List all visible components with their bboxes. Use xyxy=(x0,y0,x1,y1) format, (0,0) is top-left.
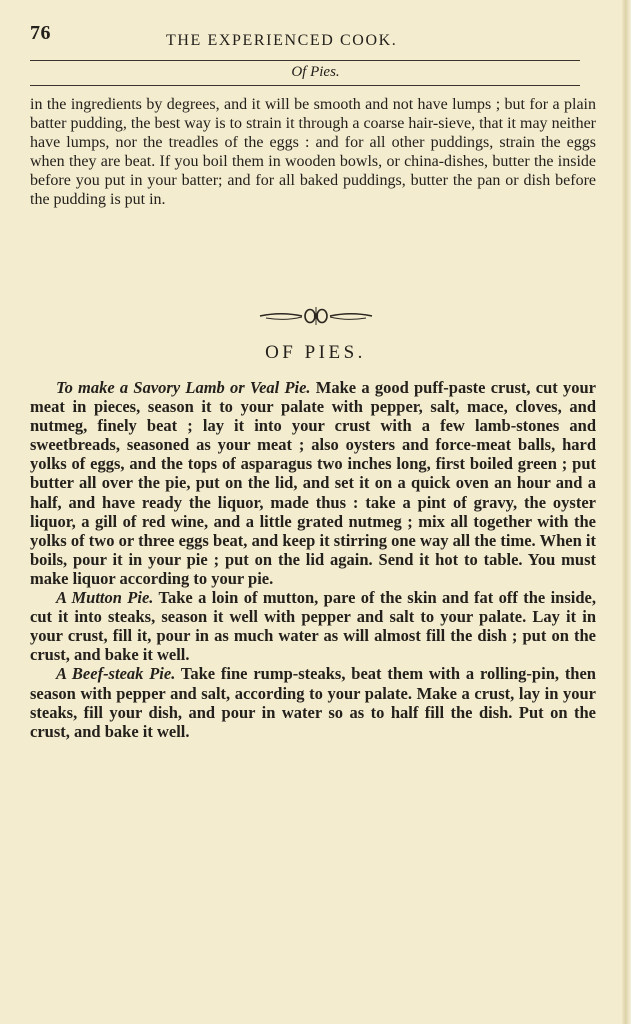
recipe-title: A Beef-steak Pie. xyxy=(56,664,176,684)
recipe-beef-steak-pie xyxy=(30,664,596,740)
page-number: 76 xyxy=(30,22,51,44)
running-head xyxy=(30,22,590,50)
recipe-mutton-pie xyxy=(30,588,596,664)
chapter-heading: OF PIES. xyxy=(265,342,366,363)
book-title: THE EXPERIENCED COOK. xyxy=(166,32,398,49)
intro-text: in the ingredients by degrees, and it will be smooth and not have lumps ; but for a plain batter pudding, the best way is to strain it through a coarse hair-sieve, that it may neither have lumps, nor the treadles of the eggs : and for all other puddings, strain the eggs when they are beat. If you boil them in wooden bowls, or china-dishes, butter the inside before you put in your batter; and for all baked puddings, butter the pan or dish before the pudding is put in. xyxy=(30,96,596,209)
recipe-title: To make a Savory Lamb or Veal Pie. xyxy=(56,378,311,397)
page-edge xyxy=(622,0,631,1024)
intro-paragraph xyxy=(30,95,596,210)
recipe-body: Take fine rump-steaks, beat them with a rolling-pin, then season with pepper and salt, according to your palate. Make a crust, lay in your steaks, fill your dish, and pour in water so as to half fill the dish. Put on the crust, and bake it well. xyxy=(30,664,596,741)
recipe-body: Take a loin of mutton, pare of the skin and fat off the inside, cut it into steaks, season it well with pepper and salt to your palate. Lay it in your crust, fill it, pour in as much water as will almost fill the dish ; put on the crust, and bake it well. xyxy=(30,588,596,665)
ornament-svg xyxy=(256,305,376,327)
recipe-lamb-veal-pie xyxy=(30,378,596,588)
section-head: Of Pies. xyxy=(291,64,340,80)
recipe-body: Make a good puff-paste crust, cut your meat in pieces, season it to your palate with pepper, salt, mace, cloves, and nutmeg, finely beat ; lay it into your crust with a few lamb-stones and sweetbreads, seasoned as your meat ; also oysters and force-meat balls, hard yolks of eggs, and the tops of asparagus two inches long, first boiled green ; put butter all over the pie, put on the lid, and set it on a quick oven an hour and a half, and have ready the liquor, made thus : take a pint of gravy, the oyster liquor, a gill of red wine, and a little grated nutmeg ; mix all together with the yolks of two or three eggs beat, and keep it stirring one way all the time. When it boils, pour it in your pie ; put on the lid again. Send it hot to table. You must make liquor according to your pie. xyxy=(30,378,596,588)
header-rule-top xyxy=(30,60,580,61)
recipe-title: A Mutton Pie. xyxy=(56,588,154,608)
recipe-list xyxy=(30,378,596,741)
printer-ornament-icon xyxy=(0,305,631,327)
header-rule-bottom xyxy=(30,85,580,86)
